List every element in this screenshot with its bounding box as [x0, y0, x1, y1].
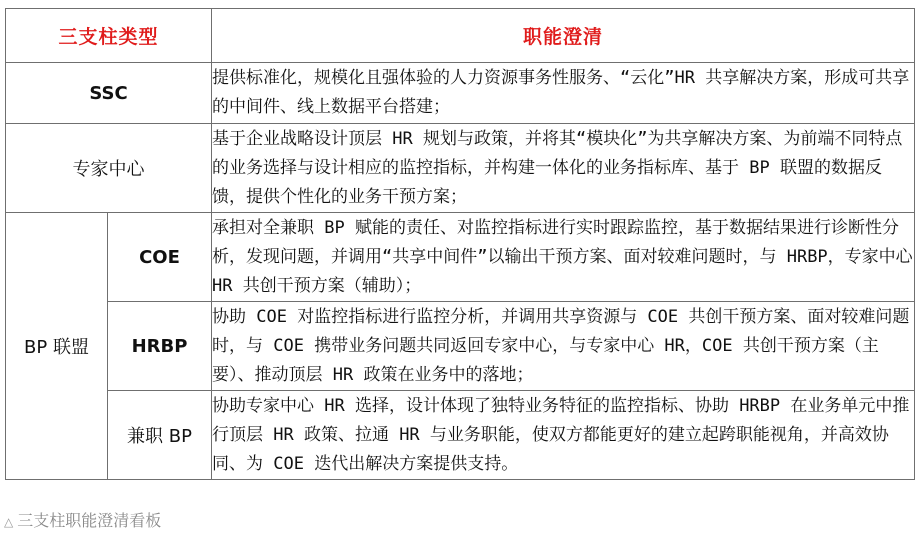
row-label-parttime-bp: 兼职 BP: [108, 391, 212, 480]
triangle-icon: △: [4, 515, 14, 529]
header-function-clarification: 职能澄清: [212, 9, 915, 63]
table-row-coe: [6, 213, 915, 302]
row-desc-expert-center: 基于企业战略设计顶层 HR 规划与政策，并将其“模块化”为共享解决方案、为前端不同特点的业务选择与设计相应的监控指标，并构建一体化的业务指标库、基于 BP 联盟的数据反馈，提供个性化的业务干预方案；: [212, 124, 915, 213]
table-row-ssc: [6, 63, 915, 124]
table-row-parttime-bp: [6, 391, 915, 480]
table-header-row: [6, 9, 915, 63]
row-label-hrbp: HRBP: [108, 302, 212, 391]
header-pillar-type: 三支柱类型: [6, 9, 212, 63]
row-desc-hrbp: 协助 COE 对监控指标进行监控分析，并调用共享资源与 COE 共创干预方案、面对较难问题时，与 COE 携带业务问题共同返回专家中心，与专家中心 HR，COE 共创干预方案（主要）、推动顶层 HR 政策在业务中的落地；: [212, 302, 915, 391]
row-label-ssc: SSC: [6, 63, 212, 124]
row-desc-coe: 承担对全兼职 BP 赋能的责任、对监控指标进行实时跟踪监控，基于数据结果进行诊断性分析，发现问题，并调用“共享中间件”以输出干预方案、面对较难问题时，与 HRBP，专家中心 HR 共创干预方案（辅助）；: [212, 213, 915, 302]
table-row-expert-center: [6, 124, 915, 213]
hr-three-pillars-table: [5, 8, 915, 480]
row-desc-parttime-bp: 协助专家中心 HR 选择，设计体现了独特业务特征的监控指标、协助 HRBP 在业务单元中推行顶层 HR 政策、拉通 HR 与业务职能，使双方都能更好的建立起跨职能视角，并高效协同、为 COE 迭代出解决方案提供支持。: [212, 391, 915, 480]
image-caption: [4, 508, 161, 531]
table-row-hrbp: [6, 302, 915, 391]
row-label-coe: COE: [108, 213, 212, 302]
row-group-label-bp-alliance: BP 联盟: [6, 213, 108, 480]
row-desc-ssc: 提供标准化，规模化且强体验的人力资源事务性服务、“云化”HR 共享解决方案，形成可共享的中间件、线上数据平台搭建；: [212, 63, 915, 124]
caption-text: 三支柱职能澄清看板: [17, 511, 162, 530]
row-label-expert-center: 专家中心: [6, 124, 212, 213]
